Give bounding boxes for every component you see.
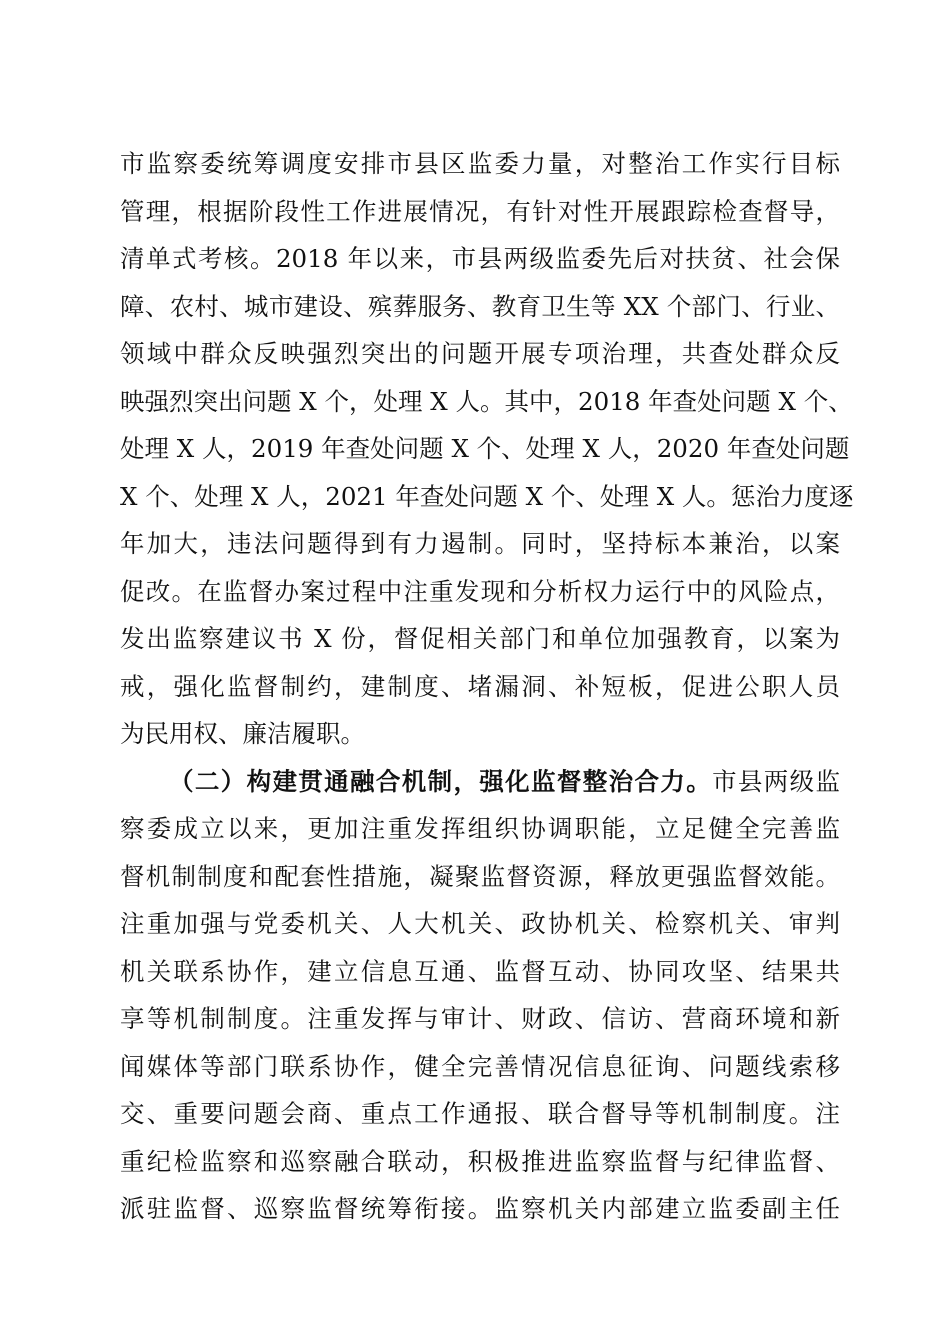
text-line: 领域中群众反映强烈突出的问题开展专项治理，共查处群众反	[120, 339, 840, 368]
text-line: 派驻监督、巡察监督统筹衔接。监察机关内部建立监委副主任	[120, 1194, 840, 1223]
text-line: 享等机制制度。注重发挥与审计、财政、信访、营商环境和新	[120, 1004, 840, 1033]
body-text	[120, 140, 854, 1233]
text-line: 机关联系协作，建立信息互通、监督互动、协同攻坚、结果共	[120, 956, 840, 986]
paragraph-2	[120, 758, 840, 1233]
text-line: X 个、处理 X 人，2021 年查处问题 X 个、处理 X 人。惩治力度逐	[120, 481, 854, 511]
heading-line-rest: 市县两级监	[712, 766, 841, 796]
text-line: 戒，强化监督制约，建制度、堵漏洞、补短板，促进公职人员	[120, 671, 840, 701]
text-line: 清单式考核。2018 年以来，市县两级监委先后对扶贫、社会保	[120, 244, 840, 273]
text-line: 交、重要问题会商、重点工作通报、联合督导等机制制度。注	[120, 1099, 840, 1128]
text-line: 重纪检监察和巡察融合联动，积极推进监察监督与纪律监督、	[120, 1146, 840, 1176]
text-line-with-heading	[120, 758, 840, 806]
text-line: 市监察委统筹调度安排市县区监委力量，对整治工作实行目标	[120, 149, 840, 178]
text-line: 发出监察建议书 X 份，督促相关部门和单位加强教育，以案为	[120, 624, 840, 653]
section-heading: （二）构建贯通融合机制，强化监督整治合力。	[169, 766, 713, 796]
text-line: 管理，根据阶段性工作进展情况，有针对性开展跟踪检查督导，	[120, 196, 840, 226]
text-line: 年加大，违法问题得到有力遏制。同时，坚持标本兼治，以案	[120, 529, 840, 558]
text-line: 处理 X 人，2019 年查处问题 X 个、处理 X 人，2020 年查处问题	[120, 434, 850, 463]
text-line: 障、农村、城市建设、殡葬服务、教育卫生等 XX 个部门、行业、	[120, 291, 840, 321]
text-line: 察委成立以来，更加注重发挥组织协调职能，立足健全完善监	[120, 814, 840, 843]
paragraph-1	[120, 140, 854, 758]
text-line: 注重加强与党委机关、人大机关、政协机关、检察机关、审判	[120, 909, 840, 938]
text-line: 督机制制度和配套性措施，凝聚监督资源，释放更强监督效能。	[120, 861, 840, 891]
text-line: 为民用权、廉洁履职。	[120, 719, 365, 748]
text-line: 闻媒体等部门联系协作，健全完善情况信息征询、问题线索移	[120, 1051, 840, 1081]
text-line: 映强烈突出问题 X 个，处理 X 人。其中，2018 年查处问题 X 个、	[120, 386, 853, 416]
text-line: 促改。在监督办案过程中注重发现和分析权力运行中的风险点，	[120, 576, 840, 606]
